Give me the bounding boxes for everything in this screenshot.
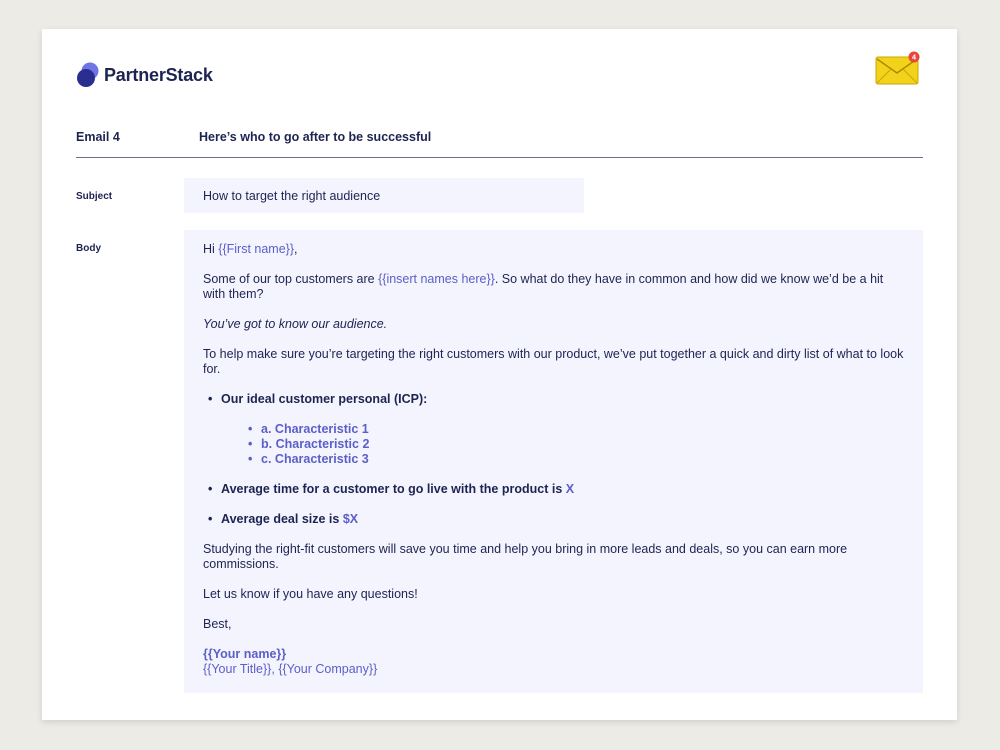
envelope-icon: [874, 51, 922, 87]
go-live-variable: X: [565, 482, 575, 496]
greeting-end: ,: [294, 242, 298, 256]
characteristic-item: • b. Characteristic 2: [243, 437, 904, 452]
deal-size-variable: $X: [342, 512, 359, 526]
bullet-list: [203, 392, 904, 527]
greeting-line: [203, 242, 904, 257]
insert-names-variable: {{insert names here}}: [378, 272, 495, 286]
characteristic-item: • a. Characteristic 1: [243, 422, 904, 437]
characteristics-list: [221, 422, 904, 467]
body-field: [184, 230, 923, 693]
subject-field: [184, 178, 584, 213]
first-name-variable: {{First name}}: [218, 242, 295, 256]
bullet-go-live-text: Average time for a customer to go live with the product is: [221, 482, 566, 496]
email-number: Email 4: [76, 130, 120, 144]
bullet-deal-size-text: Average deal size is: [221, 512, 343, 526]
greeting-text: Hi: [203, 242, 219, 256]
partnerstack-logo-icon: [76, 62, 100, 88]
p1-start: Some of our top customers are: [203, 272, 379, 286]
bullet-deal-size: [203, 512, 904, 527]
email-title: Here’s who to go after to be successful: [199, 130, 432, 144]
bullet-icp: [203, 392, 904, 467]
body-label: Body: [76, 243, 101, 254]
your-title-variable: {{Your Title}}: [203, 662, 272, 676]
paragraph-5: Let us know if you have any questions!: [203, 587, 418, 601]
paragraph-3: To help make sure you’re targeting the right customers with our product, we’ve put together a quick and dirty list of what to look for.: [203, 347, 904, 376]
brand-name: PartnerStack: [104, 64, 213, 85]
signature-separator: ,: [271, 662, 279, 676]
your-company-variable: {{Your Company}}: [278, 662, 378, 676]
paragraph-2: You’ve got to know our audience.: [203, 317, 388, 331]
header-divider: [76, 157, 923, 158]
your-name-variable: {{Your name}}: [203, 647, 287, 661]
closing: Best,: [203, 617, 232, 631]
signature: [203, 647, 904, 677]
partnerstack-logo: [76, 62, 213, 88]
subject-label: Subject: [76, 191, 113, 202]
email-template-card: [42, 29, 957, 720]
characteristic-item: • c. Characteristic 3: [243, 452, 904, 467]
notification-count: 4: [911, 52, 917, 62]
paragraph-4: Studying the right-fit customers will save you time and help you bring in more leads and deals, so you can earn more commissions.: [203, 542, 848, 571]
email-header: [76, 130, 923, 144]
p1-end: . So what do they have in common and how did we know we’d be a hit with them?: [203, 272, 884, 301]
bullet-icp-text: Our ideal customer personal (ICP):: [221, 392, 428, 406]
paragraph-1: [203, 272, 904, 302]
subject-text: How to target the right audience: [203, 188, 381, 203]
bullet-go-live: [203, 482, 904, 497]
